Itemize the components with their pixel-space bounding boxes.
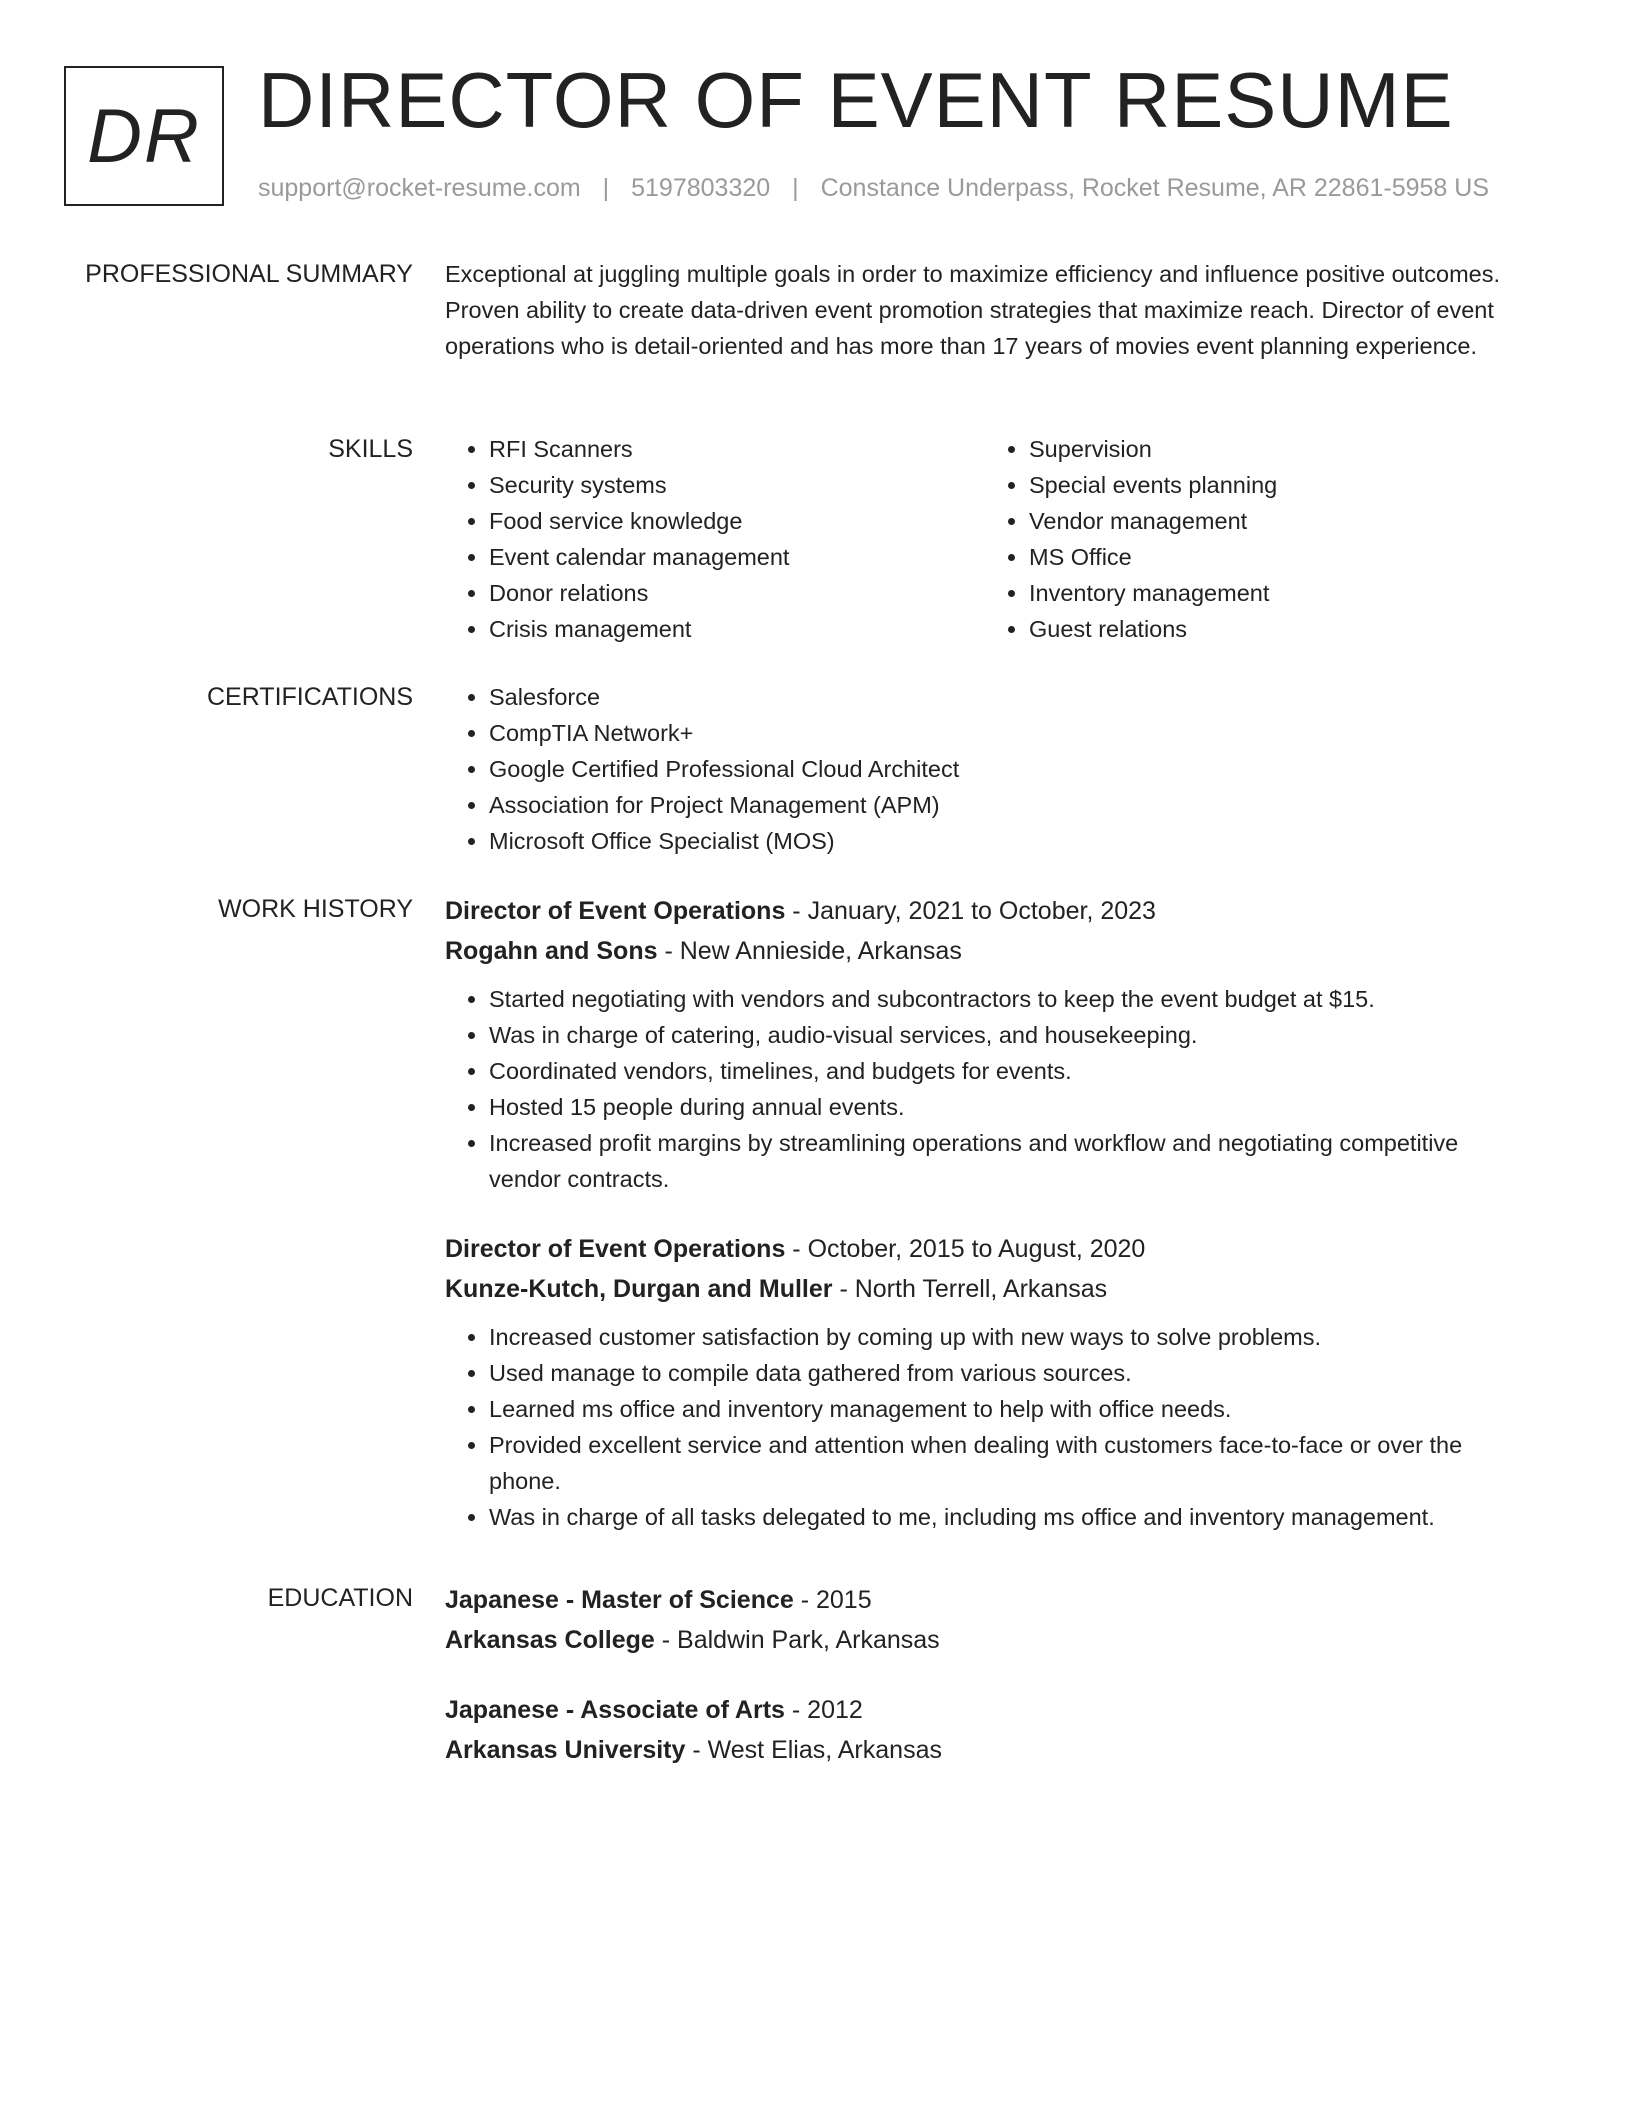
section-label-skills: SKILLS [328, 435, 413, 463]
job-bullet: • Was in charge of all tasks delegated to me, including ms office and inventory management. [489, 1499, 1525, 1535]
certifications-content [445, 679, 1525, 859]
education-entry [445, 1580, 1525, 1660]
education-degree: Japanese - Master of Science [445, 1586, 794, 1614]
job-entry [445, 1229, 1525, 1535]
certifications-list [445, 679, 1525, 859]
job-bullet: • Provided excellent service and attention when dealing with customers face-to-face or over the phone. [489, 1427, 1525, 1499]
job-bullet: • Started negotiating with vendors and subcontractors to keep the event budget at $15. [489, 981, 1525, 1017]
skill-item: • Security systems [489, 467, 985, 503]
job-location: - North Terrell, Arkansas [832, 1275, 1108, 1303]
contact-email: support@rocket-resume.com [258, 174, 581, 202]
skill-item: • Supervision [1029, 431, 1525, 467]
education-year: - 2012 [784, 1696, 863, 1724]
page-title: DIRECTOR OF EVENT RESUME [258, 56, 1454, 144]
job-bullet: • Was in charge of catering, audio-visual services, and housekeeping. [489, 1017, 1525, 1053]
skill-item: • RFI Scanners [489, 431, 985, 467]
education-content [445, 1580, 1525, 1770]
contact-phone: 5197803320 [631, 174, 771, 202]
skills-list-left [445, 431, 985, 647]
education-school: Arkansas College [445, 1626, 655, 1654]
contact-separator: | [602, 174, 610, 202]
job-bullet: • Increased profit margins by streamlining operations and workflow and negotiating competitive vendor contracts. [489, 1125, 1525, 1197]
skills-list-right [985, 431, 1525, 647]
skill-item: • Special events planning [1029, 467, 1525, 503]
skill-item: • Vendor management [1029, 503, 1525, 539]
certification-item: • Salesforce [489, 679, 1525, 715]
education-degree: Japanese - Associate of Arts [445, 1696, 785, 1724]
certification-item: • Microsoft Office Specialist (MOS) [489, 823, 1525, 859]
job-company: Kunze-Kutch, Durgan and Muller [445, 1275, 833, 1303]
section-label-summary: PROFESSIONAL SUMMARY [85, 260, 413, 288]
job-dates: - October, 2015 to August, 2020 [785, 1235, 1146, 1263]
skill-item: • Inventory management [1029, 575, 1525, 611]
monogram: DR [64, 66, 224, 206]
skill-item: • Crisis management [489, 611, 985, 647]
job-title-line [445, 1229, 1525, 1269]
job-location: - New Annieside, Arkansas [657, 937, 962, 965]
job-bullet: • Used manage to compile data gathered from various sources. [489, 1355, 1525, 1391]
job-dates: - January, 2021 to October, 2023 [785, 897, 1156, 925]
job-entry [445, 891, 1525, 1197]
job-bullet: • Increased customer satisfaction by coming up with new ways to solve problems. [489, 1319, 1525, 1355]
job-bullet: • Coordinated vendors, timelines, and budgets for events. [489, 1053, 1525, 1089]
contact-address: Constance Underpass, Rocket Resume, AR 22861-5958 US [820, 174, 1489, 202]
skill-item: • MS Office [1029, 539, 1525, 575]
certification-item: • Google Certified Professional Cloud Architect [489, 751, 1525, 787]
job-bullets [445, 1319, 1525, 1535]
education-school-line [445, 1730, 1525, 1770]
skills-content [445, 431, 1525, 647]
contact-line [258, 174, 1489, 203]
section-label-education: EDUCATION [267, 1584, 413, 1612]
section-label-certifications: CERTIFICATIONS [206, 683, 413, 711]
certification-item: • CompTIA Network+ [489, 715, 1525, 751]
education-degree-line [445, 1580, 1525, 1620]
education-school: Arkansas University [445, 1736, 686, 1764]
section-label-work: WORK HISTORY [218, 895, 413, 923]
job-title: Director of Event Operations [445, 1235, 786, 1263]
job-company: Rogahn and Sons [445, 937, 658, 965]
education-degree-line [445, 1690, 1525, 1730]
skill-item: • Food service knowledge [489, 503, 985, 539]
job-bullet: • Hosted 15 people during annual events. [489, 1089, 1525, 1125]
job-company-line [445, 1269, 1525, 1309]
summary-content [445, 256, 1525, 364]
job-title-line [445, 891, 1525, 931]
education-location: - West Elias, Arkansas [685, 1736, 942, 1764]
certification-item: • Association for Project Management (APM) [489, 787, 1525, 823]
education-location: - Baldwin Park, Arkansas [654, 1626, 940, 1654]
skill-item: • Guest relations [1029, 611, 1525, 647]
work-content [445, 891, 1525, 1535]
job-bullets [445, 981, 1525, 1197]
job-title: Director of Event Operations [445, 897, 786, 925]
skill-item: • Donor relations [489, 575, 985, 611]
job-bullet: • Learned ms office and inventory management to help with office needs. [489, 1391, 1525, 1427]
skill-item: • Event calendar management [489, 539, 985, 575]
summary-text: Exceptional at juggling multiple goals in order to maximize efficiency and influence positive outcomes. Proven ability to create data-driven event promotion strategies that maximize reach. Director of event operations who is detail-oriented and has more than 17 years of movies event planning experience. [445, 261, 1501, 359]
education-entry [445, 1690, 1525, 1770]
job-company-line [445, 931, 1525, 971]
education-school-line [445, 1620, 1525, 1660]
education-year: - 2015 [793, 1586, 872, 1614]
contact-separator: | [792, 174, 799, 202]
